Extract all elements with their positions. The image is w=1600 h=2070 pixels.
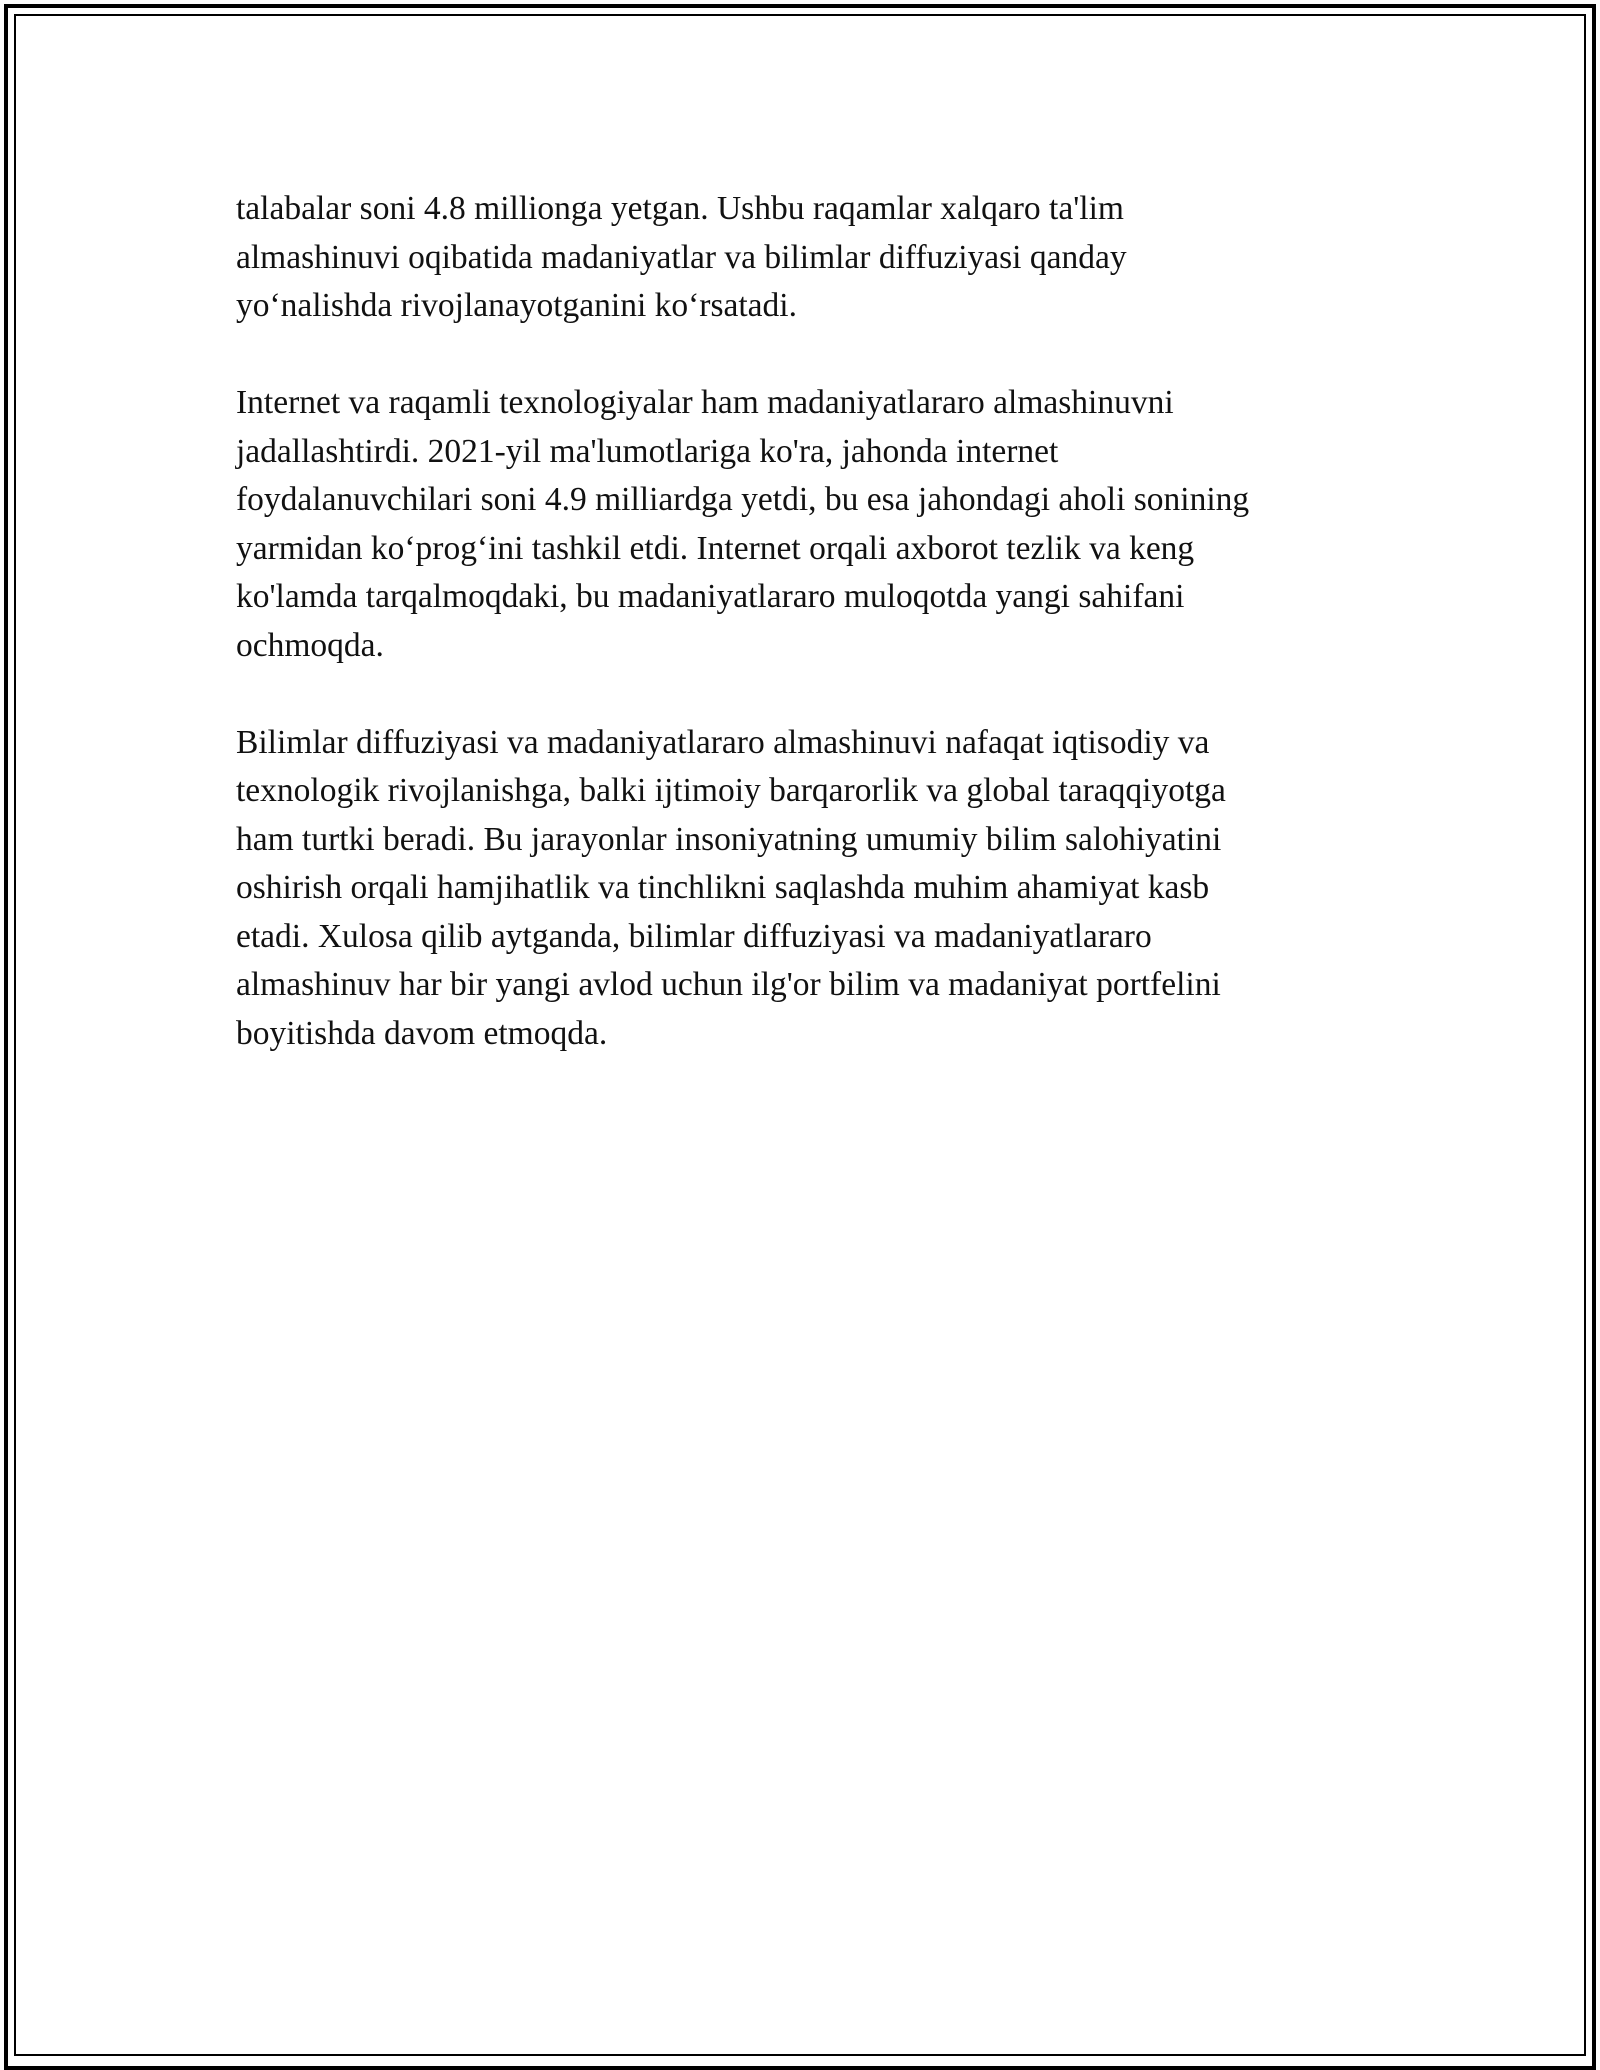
text-line: oshirish orqali hamjihatlik va tinchlikni saqlashda muhim ahamiyat kasb xyxy=(236,869,1210,906)
text-line: texnologik rivojlanishga, balki ijtimoiy barqarorlik va global taraqqiyotga xyxy=(236,772,1226,809)
text-line: boyitishda davom etmoqda. xyxy=(236,1014,608,1052)
document-body xyxy=(236,185,1361,1107)
text-line: talabalar soni 4.8 millionga yetgan. Ushbu raqamlar xalqaro ta'lim xyxy=(236,190,1124,227)
text-line: foydalanuvchilari soni 4.9 milliardga yetdi, bu esa jahondagi aholi sonining xyxy=(236,481,1250,518)
text-line: ko'lamda tarqalmoqdaki, bu madaniyatlararo muloqotda yangi sahifani xyxy=(236,578,1185,615)
paragraph-2 xyxy=(236,379,1361,670)
text-line: yarmidan ko‘prog‘ini tashkil etdi. Internet orqali axborot tezlik va keng xyxy=(236,529,1195,567)
text-line: almashinuv har bir yangi avlod uchun ilg'or bilim va madaniyat portfelini xyxy=(236,966,1221,1003)
text-line: Bilimlar diffuziyasi va madaniyatlararo almashinuvi nafaqat iqtisodiy va xyxy=(236,723,1210,761)
paragraph-3 xyxy=(236,719,1361,1059)
text-line: yo‘nalishda rivojlanayotganini ko‘rsatadi. xyxy=(236,287,797,324)
text-line: Internet va raqamli texnologiyalar ham madaniyatlararo almashinuvni xyxy=(236,384,1174,421)
text-line: jadallashtirdi. 2021-yil ma'lumotlariga ko'ra, jahonda internet xyxy=(236,432,1059,470)
text-line: etadi. Xulosa qilib aytganda, bilimlar diffuziyasi va madaniyatlararo xyxy=(236,917,1152,955)
text-line: ochmoqda. xyxy=(236,626,384,664)
paragraph-1 xyxy=(236,185,1361,331)
text-line: ham turtki beradi. Bu jarayonlar insoniyatning umumiy bilim salohiyatini xyxy=(236,820,1222,858)
text-line: almashinuvi oqibatida madaniyatlar va bilimlar diffuziyasi qanday xyxy=(236,238,1127,276)
